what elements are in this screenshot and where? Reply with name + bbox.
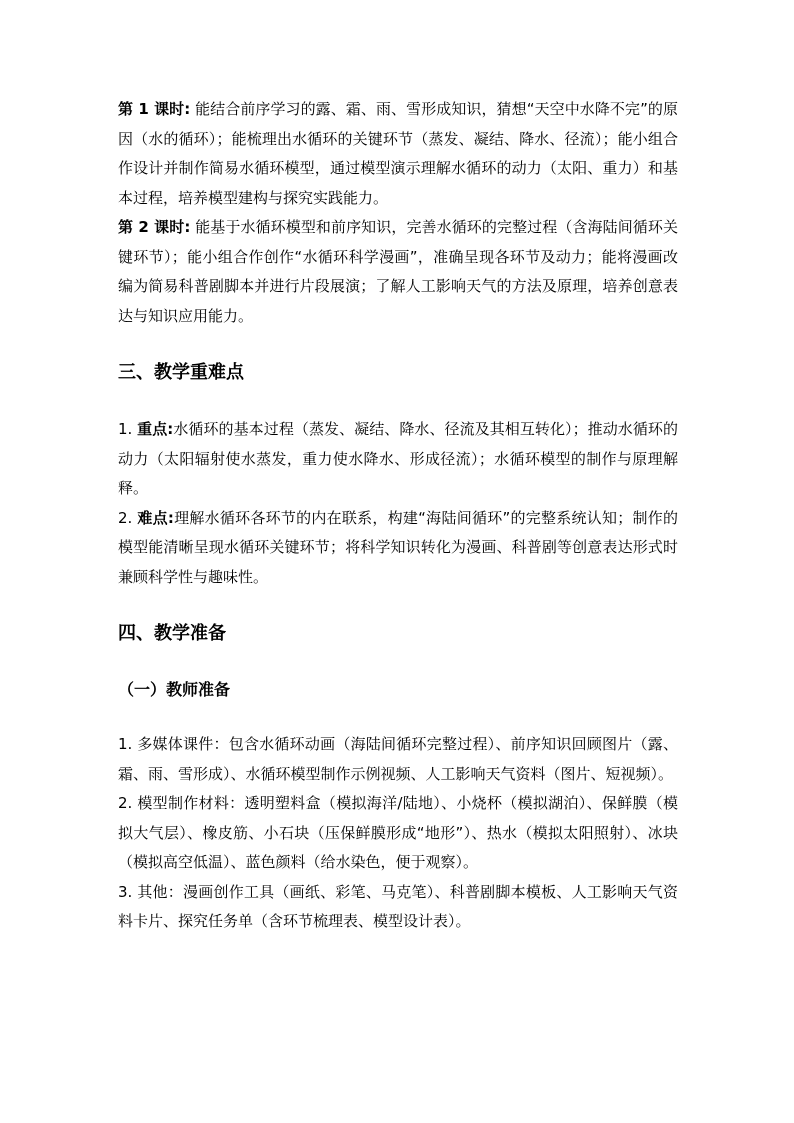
difficult-point-text: 理解水循环各环节的内在联系，构建“海陆间循环”的完整系统认知；制作的模型能清晰呈现水循环关键环节；将科学知识转化为漫画、科普剧等创意表达形式时兼顾科学性与趣味性。 [118,508,679,586]
lesson1-objective [118,95,678,213]
key-point-number: 1. [118,420,133,438]
difficult-point-number: 2. [118,508,133,527]
section3-heading: 三、教学重难点 [118,362,244,383]
document-page [118,95,678,937]
key-point-item [118,415,678,504]
key-point-text: 水循环的基本过程（蒸发、凝结、降水、径流及其相互转化）；推动水循环的动力（太阳辐射使水蒸发，重力使水降水、形成径流）；水循环模型的制作与原理解释。 [118,420,678,497]
lesson2-text: 能基于水循环模型和前序知识，完善水循环的完整过程（含海陆间循环关键环节）；能小组合作创作“水循环科学漫画”，准确呈现各环节及动力；能将漫画改编为简易科普剧脚本并进行片段展演；了解人工影响天气的方法及原理，培养创意表达与知识应用能力。 [118,218,678,325]
key-point-label: 重点: [137,420,174,438]
lesson2-label: 第 2 课时: [118,218,191,236]
prep-item-other: 3. 其他：漫画创作工具（画纸、彩笔、马克笔）、科普剧脚本模板、人工影响天气资料卡片、探究任务单（含环节梳理表、模型设计表）。 [118,882,678,930]
section4-heading: 四、教学准备 [118,623,226,644]
difficult-point-label: 难点: [137,508,174,527]
teacher-prep-heading: （一）教师准备 [118,680,231,699]
prep-item-multimedia: 1. 多媒体课件：包含水循环动画（海陆间循环完整过程）、前序知识回顾图片（露、霜、雨、雪形成）、水循环模型制作示例视频、人工影响天气资料（图片、短视频）。 [118,735,678,783]
lesson1-label: 第 1 课时: [118,100,191,118]
lesson2-objective [118,213,678,331]
prep-item-materials: 2. 模型制作材料：透明塑料盒（模拟海洋/陆地）、小烧杯（模拟湖泊）、保鲜膜（模拟大气层）、橡皮筋、小石块（压保鲜膜形成“地形”）、热水（模拟太阳照射）、冰块（模拟高空低温）、蓝色颜料（给水染色，便于观察）。 [118,794,678,871]
difficult-point-item [118,504,678,593]
lesson1-text: 能结合前序学习的露、霜、雨、雪形成知识，猜想“天空中水降不完”的原因（水的循环）；能梳理出水循环的关键环节（蒸发、凝结、降水、径流）；能小组合作设计并制作简易水循环模型，通过模型演示理解水循环的动力（太阳、重力）和基本过程，培养模型建构与探究实践能力。 [118,100,678,207]
